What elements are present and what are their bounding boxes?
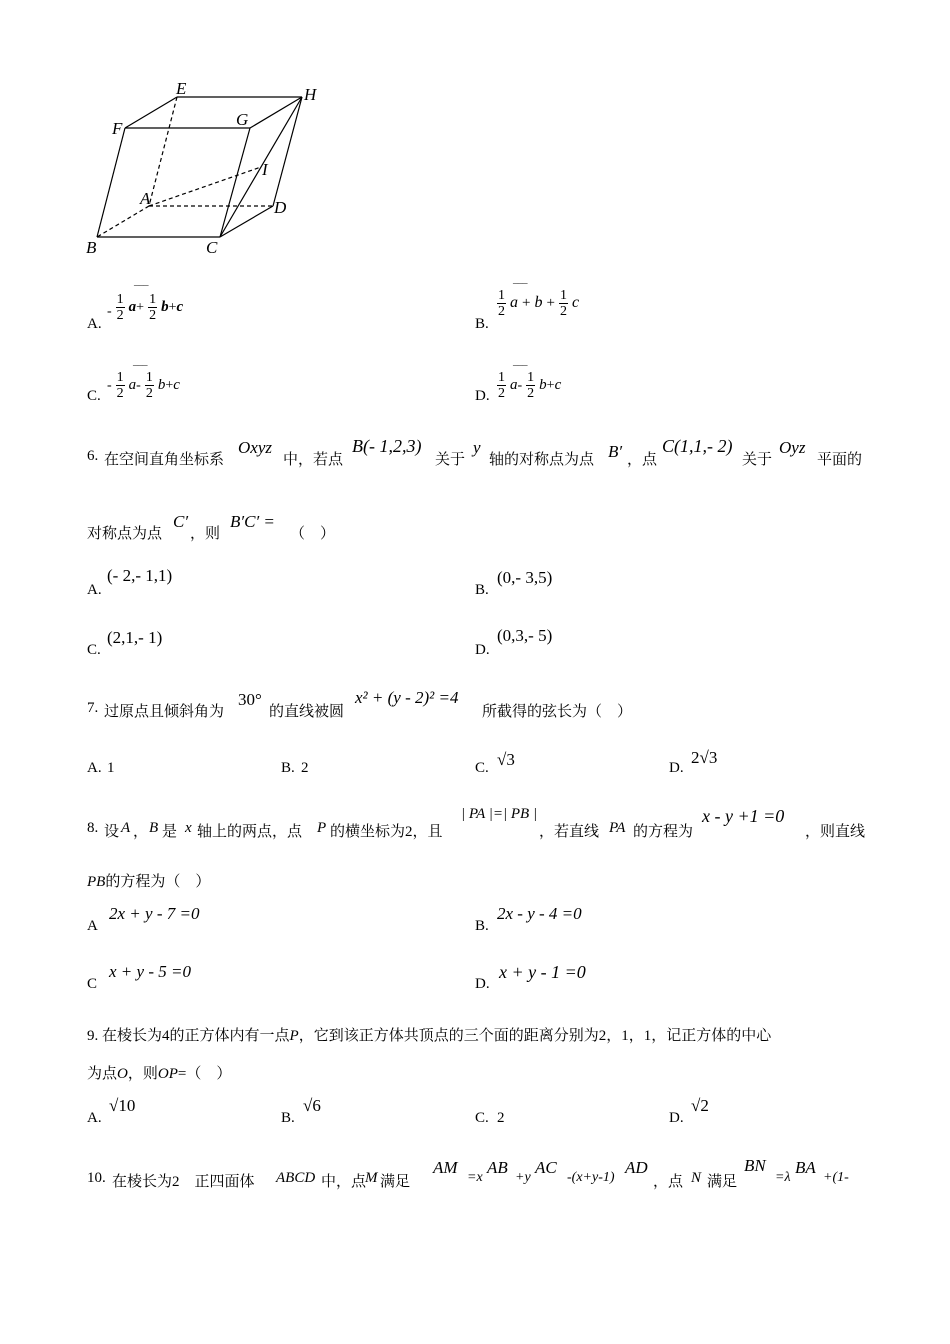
edge-FE — [125, 97, 177, 128]
q9-stem-line2: 为点O，则OP=（ ） — [87, 1066, 232, 1082]
edge-FB — [97, 128, 125, 237]
q6-option-d[interactable]: D. (0,3,- 5) — [475, 626, 553, 658]
q10-stem: 10. 在棱长为2 正四面体 ABCD 中，点 M 满足 AM =x AB +y AC -(x+y-1) AD ，点 N 满足 BN =λ BA +(1- — [87, 1156, 849, 1190]
fraction-half: $\frac{1}{2}$ — [116, 292, 124, 323]
q7-option-b[interactable]: B. 2 — [281, 760, 309, 776]
q7-option-d[interactable]: D. 2√3 — [669, 748, 718, 776]
q7-option-a[interactable]: A. 1 — [87, 760, 115, 776]
q9-option-b[interactable]: B. √6 — [281, 1096, 321, 1126]
edge-EA — [149, 97, 177, 206]
label-I: I — [262, 160, 268, 179]
label-E: E — [176, 79, 187, 98]
q7-option-c[interactable]: C. √3 — [475, 750, 515, 776]
q9-option-d[interactable]: D. √2 — [669, 1096, 709, 1126]
edge-HD — [273, 97, 302, 206]
q9-option-c[interactable]: C. 2 — [475, 1110, 505, 1126]
q9-option-a[interactable]: A. √10 — [87, 1096, 136, 1126]
edge-GC — [220, 128, 250, 237]
label-G: G — [236, 110, 249, 129]
q8-option-a[interactable]: A 2x + y - 7 =0 — [87, 904, 200, 934]
vector-arrows: ¯¯¯ — [133, 364, 147, 376]
vector-arrows: ¯¯¯ — [513, 282, 527, 294]
q8-option-c[interactable]: C x + y - 5 =0 — [87, 962, 191, 992]
label-F: F — [112, 119, 123, 138]
edge-AI — [149, 167, 261, 206]
edge-AB — [97, 206, 149, 237]
edge-GH — [250, 97, 302, 128]
fraction-half: $\frac{1}{2}$ — [149, 292, 157, 323]
label-C: C — [206, 238, 218, 257]
q8-option-b[interactable]: B. 2x - y - 4 =0 — [475, 904, 582, 934]
label-H: H — [304, 85, 317, 104]
parallelepiped-figure — [80, 70, 340, 270]
edge-CD — [220, 206, 273, 237]
q6-option-b[interactable]: B. (0,- 3,5) — [475, 568, 553, 598]
q9-stem-line1: 9. 在棱长为4的正方体内有一点P，它到该正方体共顶点的三个面的距离分别为2，1，1，记正方体的中心 — [87, 1028, 772, 1044]
vector-arrows: ¯¯¯ — [134, 284, 148, 296]
q8-stem-line2: PB的方程为（ ） — [87, 874, 211, 890]
label-D: D — [274, 198, 287, 217]
vector-arrows: ¯¯¯ — [513, 364, 527, 376]
label-B: B — [86, 238, 97, 257]
q8-option-d[interactable]: D. x + y - 1 =0 — [475, 962, 586, 992]
q6-option-c[interactable]: C. (2,1,- 1) — [87, 628, 163, 658]
label-A: A — [140, 189, 151, 208]
q6-option-a[interactable]: A. (- 2,- 1,1) — [87, 566, 173, 598]
edge-CH — [220, 97, 302, 237]
